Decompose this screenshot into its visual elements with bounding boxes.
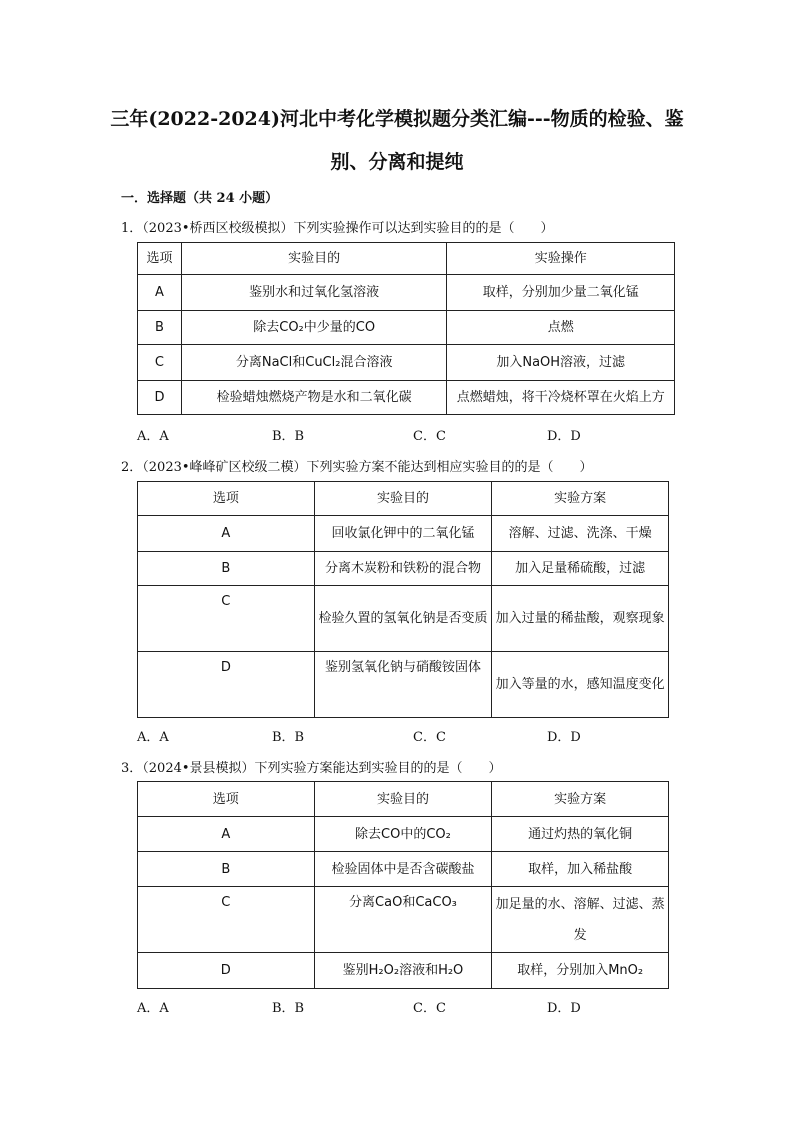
plan-cell: 溶解、过滤、洗涤、干燥 xyxy=(492,516,669,552)
answer-option-c[interactable]: C．C xyxy=(413,1001,446,1016)
table-row xyxy=(138,586,669,652)
table-row xyxy=(138,817,669,852)
table-row xyxy=(138,852,669,887)
plan-cell: 取样，分别加入MnO₂ xyxy=(492,953,669,989)
operation-cell: 加入NaOH溶液，过滤 xyxy=(447,345,675,381)
answer-option-a[interactable]: A．A xyxy=(137,1001,169,1016)
header-cell: 实验目的 xyxy=(314,782,492,817)
answer-option-a[interactable]: A．A xyxy=(137,429,169,444)
header-cell: 选项 xyxy=(138,482,315,516)
answer-option-c[interactable]: C．C xyxy=(413,730,446,745)
purpose-cell: 除去CO₂中少量的CO xyxy=(181,311,446,345)
option-cell: C xyxy=(138,887,315,953)
header-cell: 实验方案 xyxy=(492,782,669,817)
header-cell: 实验操作 xyxy=(447,243,675,275)
header-cell: 选项 xyxy=(138,243,182,275)
operation-cell: 取样，分别加少量二氧化锰 xyxy=(447,275,675,311)
option-cell: B xyxy=(138,852,315,887)
option-cell: A xyxy=(138,817,315,852)
table-header-row xyxy=(138,782,669,817)
table-row xyxy=(138,652,669,718)
plan-cell: 通过灼热的氧化铜 xyxy=(492,817,669,852)
table-row xyxy=(138,516,669,552)
section-heading: 一．选择题（共 24 小题） xyxy=(121,191,279,206)
header-cell: 选项 xyxy=(138,782,315,817)
purpose-cell: 除去CO中的CO₂ xyxy=(314,817,492,852)
question-1-table xyxy=(137,242,675,415)
purpose-cell: 回收氯化钾中的二氧化锰 xyxy=(314,516,492,552)
option-cell: D xyxy=(138,953,315,989)
answer-option-d[interactable]: D．D xyxy=(547,429,581,444)
plan-cell: 加入等量的水，感知温度变化 xyxy=(492,652,669,718)
table-row xyxy=(138,311,675,345)
page-title-line2: 别、分离和提纯 xyxy=(330,151,464,173)
purpose-cell: 分离CaO和CaCO₃ xyxy=(314,887,492,953)
plan-cell: 加入过量的稀盐酸，观察现象 xyxy=(492,586,669,652)
page-title-line1: 三年(2022-2024)河北中考化学模拟题分类汇编---物质的检验、鉴 xyxy=(110,108,684,130)
option-cell: A xyxy=(138,516,315,552)
answer-option-b[interactable]: B．B xyxy=(272,429,305,444)
question-3-table xyxy=(137,781,669,989)
option-cell: C xyxy=(138,586,315,652)
question-3-stem: 3．（2024•景县模拟）下列实验方案能达到实验目的的是（ ） xyxy=(121,761,502,776)
option-cell: C xyxy=(138,345,182,381)
purpose-cell: 检验蜡烛燃烧产物是水和二氧化碳 xyxy=(181,381,446,415)
purpose-cell: 分离木炭粉和铁粉的混合物 xyxy=(314,552,492,586)
purpose-cell: 鉴别水和过氧化氢溶液 xyxy=(181,275,446,311)
question-1-stem: 1．（2023•桥西区校级模拟）下列实验操作可以达到实验目的的是（ ） xyxy=(121,221,554,236)
option-cell: B xyxy=(138,552,315,586)
table-row xyxy=(138,381,675,415)
answer-option-a[interactable]: A．A xyxy=(137,730,169,745)
table-row xyxy=(138,345,675,381)
table-row xyxy=(138,887,669,953)
purpose-cell: 分离NaCl和CuCl₂混合溶液 xyxy=(181,345,446,381)
plan-cell: 加入足量稀硫酸，过滤 xyxy=(492,552,669,586)
table-row xyxy=(138,552,669,586)
answer-option-b[interactable]: B．B xyxy=(272,1001,305,1016)
answer-option-d[interactable]: D．D xyxy=(547,1001,581,1016)
answer-option-d[interactable]: D．D xyxy=(547,730,581,745)
question-2-stem: 2．（2023•峰峰矿区校级二模）下列实验方案不能达到相应实验目的的是（ ） xyxy=(121,460,593,475)
operation-cell: 点燃蜡烛，将干冷烧杯罩在火焰上方 xyxy=(447,381,675,415)
table-row xyxy=(138,275,675,311)
purpose-cell: 检验久置的氢氧化钠是否变质 xyxy=(314,586,492,652)
option-cell: D xyxy=(138,652,315,718)
plan-cell: 加足量的水、溶解、过滤、蒸发 xyxy=(492,887,669,953)
operation-cell: 点燃 xyxy=(447,311,675,345)
header-cell: 实验方案 xyxy=(492,482,669,516)
answer-option-c[interactable]: C．C xyxy=(413,429,446,444)
purpose-cell: 检验固体中是否含碳酸盐 xyxy=(314,852,492,887)
option-cell: A xyxy=(138,275,182,311)
header-cell: 实验目的 xyxy=(314,482,492,516)
table-header-row xyxy=(138,243,675,275)
table-header-row xyxy=(138,482,669,516)
header-cell: 实验目的 xyxy=(181,243,446,275)
option-cell: D xyxy=(138,381,182,415)
option-cell: B xyxy=(138,311,182,345)
plan-cell: 取样，加入稀盐酸 xyxy=(492,852,669,887)
question-2-table xyxy=(137,481,669,718)
purpose-cell: 鉴别氢氧化钠与硝酸铵固体 xyxy=(314,652,492,718)
table-row xyxy=(138,953,669,989)
answer-option-b[interactable]: B．B xyxy=(272,730,305,745)
purpose-cell: 鉴别H₂O₂溶液和H₂O xyxy=(314,953,492,989)
